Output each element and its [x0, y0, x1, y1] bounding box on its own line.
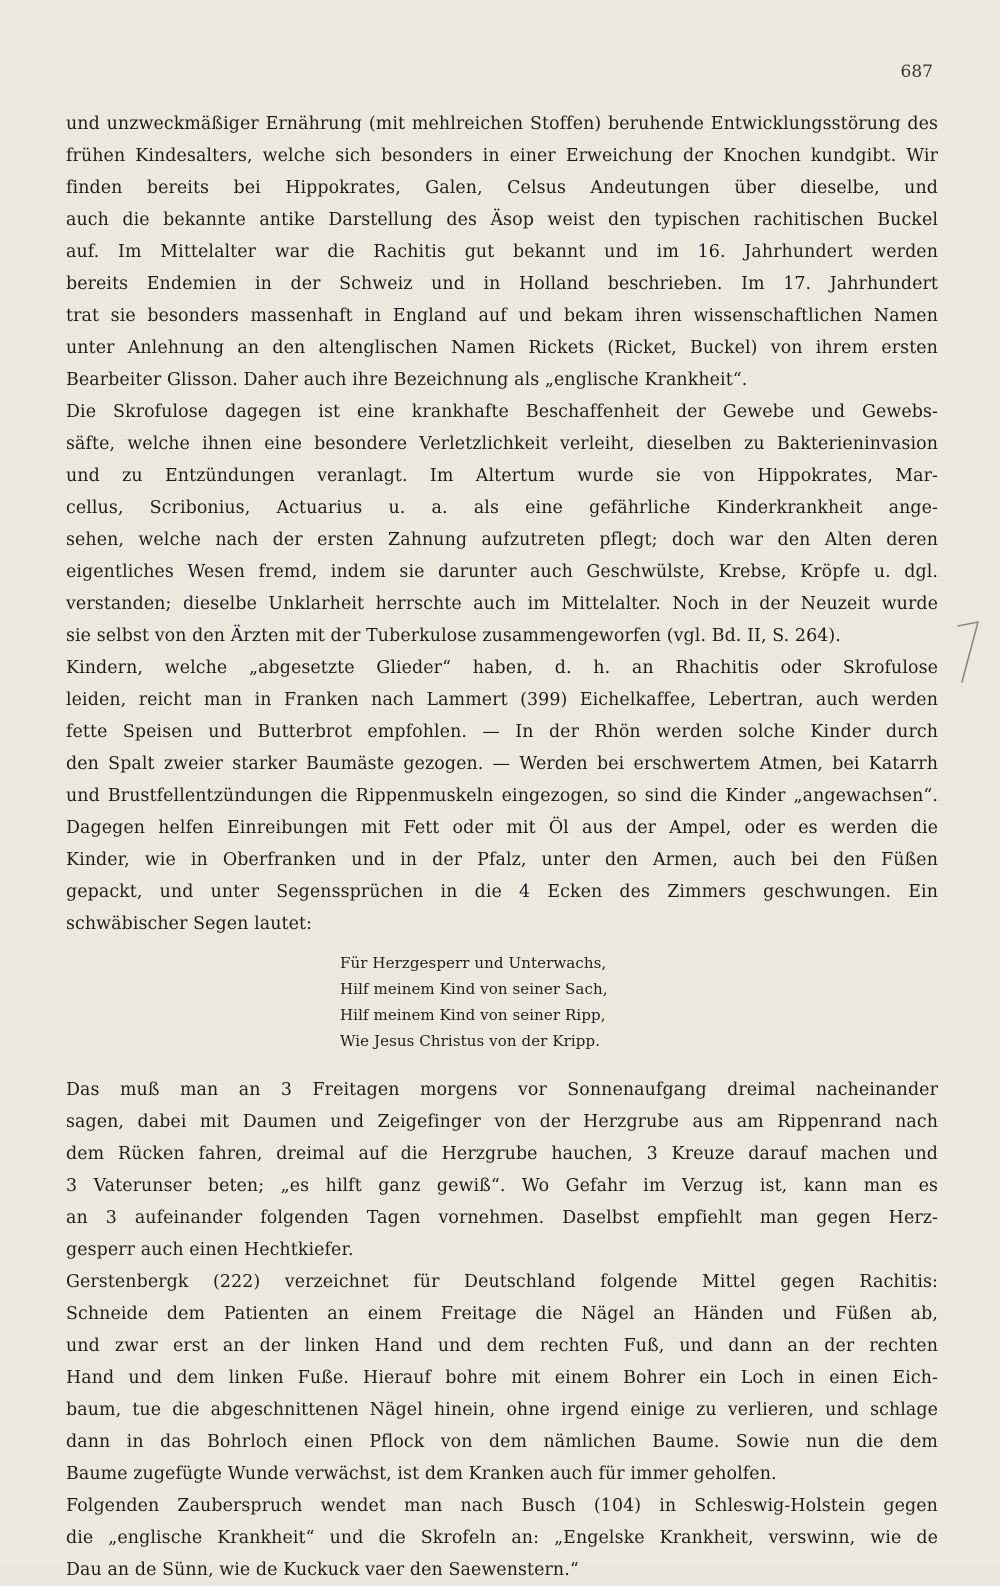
text-line: Folgenden Zauberspruch wendet man nach Busch (104) in Schleswig-Holstein gegen	[66, 1496, 938, 1516]
text-line: säfte, welche ihnen eine besondere Verletzlichkeit verleiht, dieselben zu Bakterieninvasion	[66, 434, 938, 454]
text-line: Baume zugefügte Wunde verwächst, ist dem Kranken auch für immer geholfen.	[66, 1464, 777, 1484]
text-line: Schneide dem Patienten an einem Freitage die Nägel an Händen und Füßen ab,	[66, 1304, 938, 1324]
text-line: leiden, reicht man in Franken nach Lammert (399) Eichelkaffee, Lebertran, auch werden	[66, 690, 938, 710]
text-line: die „englische Krankheit“ und die Skrofeln an: „Engelske Krankheit, verswinn, wie de	[66, 1528, 938, 1548]
text-line: dann in das Bohrloch einen Pflock von dem nämlichen Baume. Sowie nun die dem	[66, 1432, 938, 1452]
text-line: Dau an de Sünn, wie de Kuckuck vaer den Saewenstern.“	[66, 1560, 579, 1580]
text-line: schwäbischer Segen lautet:	[66, 914, 313, 934]
text-line: eigentliches Wesen fremd, indem sie darunter auch Geschwülste, Krebse, Kröpfe u. dgl.	[66, 562, 938, 582]
text-line: 3 Vaterunser beten; „es hilft ganz gewiß“. Wo Gefahr im Verzug ist, kann man es	[66, 1176, 938, 1196]
text-line: gesperr auch einen Hechtkiefer.	[66, 1240, 354, 1260]
verse-line: Wie Jesus Christus von der Kripp.	[340, 1032, 601, 1050]
text-line: und Brustfellentzündungen die Rippenmuskeln eingezogen, so sind die Kinder „angewachsen“.	[66, 786, 938, 806]
text-line: fette Speisen und Butterbrot empfohlen. — In der Rhön werden solche Kinder durch	[66, 722, 938, 742]
text-line: Das muß man an 3 Freitagen morgens vor Sonnenaufgang dreimal nacheinander	[66, 1080, 938, 1100]
text-line: verstanden; dieselbe Unklarheit herrschte auch im Mittelalter. Noch in der Neuzeit wurde	[66, 594, 938, 614]
page-number: 687	[900, 62, 933, 82]
text-line: baum, tue die abgeschnittenen Nägel hinein, ohne irgend einige zu verlieren, und schlage	[66, 1400, 938, 1420]
text-line: und unzweckmäßiger Ernährung (mit mehlreichen Stoffen) beruhende Entwicklungsstörung des	[66, 114, 938, 134]
text-line: auch die bekannte antike Darstellung des Äsop weist den typischen rachitischen Buckel	[66, 210, 938, 230]
text-line: Dagegen helfen Einreibungen mit Fett oder mit Öl aus der Ampel, oder es werden die	[66, 818, 938, 838]
text-line: sehen, welche nach der ersten Zahnung aufzutreten pflegt; doch war den Alten deren	[66, 530, 938, 550]
paragraph-busch-spell	[66, 1490, 938, 1586]
spacer	[66, 940, 938, 950]
text-line: gepackt, und unter Segenssprüchen in die 4 Ecken des Zimmers geschwungen. Ein	[66, 882, 938, 902]
text-line: frühen Kindesalters, welche sich besonders in einer Erweichung der Knochen kundgibt. Wir	[66, 146, 938, 166]
text-line: Bearbeiter Glisson. Daher auch ihre Bezeichnung als „englische Krankheit“.	[66, 370, 748, 390]
text-line: trat sie besonders massenhaft in England auf und bekam ihren wissenschaftlichen Namen	[66, 306, 938, 326]
text-line: auf. Im Mittelalter war die Rachitis gut bekannt und im 16. Jahrhundert werden	[66, 242, 938, 262]
text-line: unter Anlehnung an den altenglischen Namen Rickets (Ricket, Buckel) von ihrem ersten	[66, 338, 938, 358]
text-line: an 3 aufeinander folgenden Tagen vornehmen. Daselbst empfiehlt man gegen Herz-	[66, 1208, 938, 1228]
text-line: Kindern, welche „abgesetzte Glieder“ haben, d. h. an Rhachitis oder Skrofulose	[66, 658, 938, 678]
body-text	[66, 108, 938, 1586]
verse-line: Für Herzgesperr und Unterwachs,	[340, 954, 607, 972]
text-line: bereits Endemien in der Schweiz und in Holland beschrieben. Im 17. Jahrhundert	[66, 274, 938, 294]
text-line: sagen, dabei mit Daumen und Zeigefinger von der Herzgrube aus am Rippenrand nach	[66, 1112, 938, 1132]
text-line: cellus, Scribonius, Actuarius u. a. als eine gefährliche Kinderkrankheit ange-	[66, 498, 938, 518]
paragraph-gerstenbergk	[66, 1266, 938, 1490]
text-line: den Spalt zweier starker Baumäste gezogen. — Werden bei erschwertem Atmen, bei Katarrh	[66, 754, 938, 774]
text-line: und zwar erst an der linken Hand und dem rechten Fuß, und dann an der rechten	[66, 1336, 938, 1356]
handwritten-margin-mark	[954, 618, 984, 688]
text-line: Gerstenbergk (222) verzeichnet für Deutschland folgende Mittel gegen Rachitis:	[66, 1272, 938, 1292]
text-line: Hand und dem linken Fuße. Hierauf bohre mit einem Bohrer ein Loch in einen Eich-	[66, 1368, 938, 1388]
verse-line: Hilf meinem Kind von seiner Ripp,	[340, 1006, 606, 1024]
text-line: sie selbst von den Ärzten mit der Tuberkulose zusammengeworfen (vgl. Bd. II, S. 264).	[66, 626, 841, 646]
spacer	[66, 1054, 938, 1074]
text-line: Kinder, wie in Oberfranken und in der Pfalz, unter den Armen, auch bei den Füßen	[66, 850, 938, 870]
paragraph-rachitis-history	[66, 108, 938, 396]
blessing-verse	[340, 950, 670, 1054]
text-line: finden bereits bei Hippokrates, Galen, Celsus Andeutungen über dieselbe, und	[66, 178, 938, 198]
paragraph-folk-remedies	[66, 652, 938, 940]
verse-line: Hilf meinem Kind von seiner Sach,	[340, 980, 608, 998]
text-line: Die Skrofulose dagegen ist eine krankhafte Beschaffenheit der Gewebe und Gewebs-	[66, 402, 938, 422]
paragraph-ritual-instructions	[66, 1074, 938, 1266]
paragraph-skrofulose	[66, 396, 938, 652]
text-line: dem Rücken fahren, dreimal auf die Herzgrube hauchen, 3 Kreuze darauf machen und	[66, 1144, 938, 1164]
text-line: und zu Entzündungen veranlagt. Im Altertum wurde sie von Hippokrates, Mar-	[66, 466, 938, 486]
